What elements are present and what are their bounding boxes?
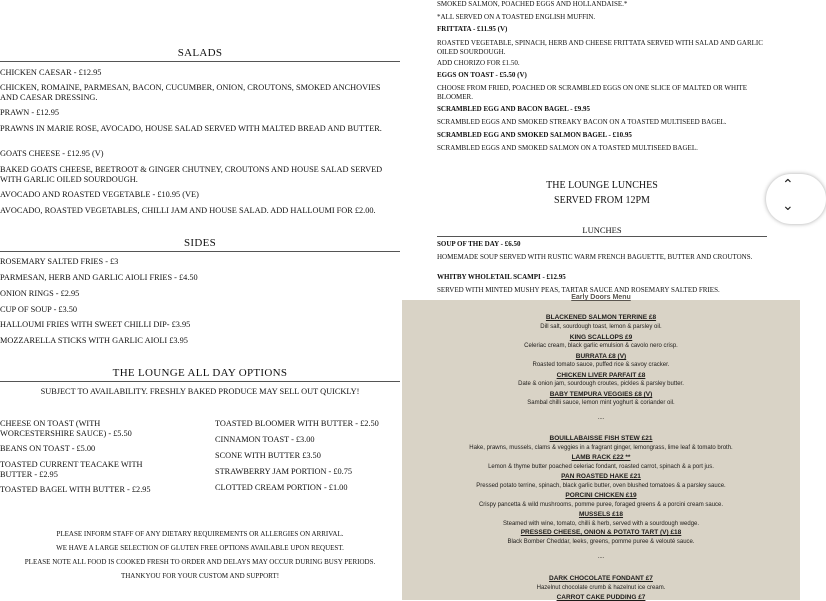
footer-note: PLEASE INFORM STAFF OF ANY DIETARY REQUIREMENTS OR ALLERGIES ON ARRIVAL. bbox=[56, 530, 344, 538]
dessert-title: DARK CHOCOLATE FONDANT £7 bbox=[549, 575, 653, 582]
main-desc: Hake, prawns, mussels, clams & veggies in a fragrant ginger, lemongrass, lime leaf & tomato broth. bbox=[469, 445, 733, 451]
footer-note: THANKYOU FOR YOUR CUSTOM AND SUPPORT! bbox=[120, 572, 280, 580]
starter-title: KING SCALLOPS £9 bbox=[569, 334, 633, 341]
chevron-up-icon[interactable]: ⌃ bbox=[782, 177, 794, 193]
frittata-title: FRITTATA - £11.95 (V) bbox=[437, 25, 508, 33]
starter-desc: Sambal chilli sauce, lemon mint yoghurt & coriander oil. bbox=[527, 400, 675, 406]
scampi-desc: SERVED WITH MINTED MUSHY PEAS, TARTAR SAUCE AND ROSEMARY SALTED FRIES. bbox=[437, 286, 720, 294]
starter-desc: Roasted tomato sauce, puffed rice & savoy cracker. bbox=[532, 362, 670, 368]
menu-photo bbox=[402, 294, 800, 601]
starter-desc: Celeriac cream, black garlic emulsion & cavolo nero crisp. bbox=[524, 343, 678, 349]
salmon-bagel-title: SCRAMBLED EGG AND SMOKED SALMON BAGEL - £10.95 bbox=[437, 131, 632, 139]
starter-desc: Dill salt, sourdough toast, lemon & parsley oil. bbox=[540, 324, 662, 330]
lunches-rule bbox=[437, 236, 767, 237]
side-item: MOZZARELLA STICKS WITH GARLIC AIOLI £3.95 bbox=[0, 336, 188, 345]
salads-rule bbox=[0, 61, 400, 62]
side-item: ONION RINGS - £2.95 bbox=[0, 289, 80, 298]
main-title: PRESSED CHEESE, ONION & POTATO TART (V) £18 bbox=[520, 529, 682, 536]
all-day-item: TOASTED CURRENT TEACAKE WITH BUTTER - £2.95 bbox=[0, 460, 143, 479]
frittata-add: ADD CHORIZO FOR £1.50. bbox=[437, 59, 520, 67]
chevron-down-icon[interactable]: ⌄ bbox=[782, 198, 794, 214]
side-item: PARMESAN, HERB AND GARLIC AIOLI FRIES - £4.50 bbox=[0, 273, 198, 282]
salad-desc: CHICKEN, ROMAINE, PARMESAN, BACON, CUCUMBER, ONION, CROUTONS, SMOKED ANCHOVIES AND CAESAR DRESSING. bbox=[0, 83, 381, 102]
lunches-heading-line2: SERVED FROM 12PM bbox=[554, 195, 650, 206]
photo-heading: Early Doors Menu bbox=[571, 294, 631, 301]
scampi-title: WHITBY WHOLETAIL SCAMPI - £12.95 bbox=[437, 273, 566, 281]
frittata-desc: ROASTED VEGETABLE, SPINACH, HERB AND CHEESE FRITTATA SERVED WITH SALAD AND GARLIC OILED SOURDOUGH. bbox=[437, 39, 763, 56]
all-day-rule bbox=[0, 381, 400, 382]
section-separator: .... bbox=[597, 554, 605, 560]
lunches-subheading: LUNCHES bbox=[582, 225, 622, 235]
all-day-item: CINNAMON TOAST - £3.00 bbox=[215, 435, 315, 444]
starter-desc: Date & onion jam, sourdough croutes, pickles & parsley butter. bbox=[518, 381, 684, 387]
right-menu-page bbox=[402, 0, 800, 300]
main-title: MUSSELS £18 bbox=[578, 511, 624, 518]
main-desc: Crispy pancetta & wild mushrooms, pomme puree, foraged greens & a porcini cream sauce. bbox=[478, 502, 724, 508]
main-desc: Pressed potato terrine, spinach, black garlic butter, oven blushed tomatoes & a parsley sauce. bbox=[476, 483, 726, 489]
page-scroll-control[interactable] bbox=[766, 174, 826, 224]
footer-note: WE HAVE A LARGE SELECTION OF GLUTEN FREE OPTIONS AVAILABLE UPON REQUEST. bbox=[56, 544, 344, 552]
dessert-desc: Hazelnut chocolate crumb & hazelnut ice cream. bbox=[536, 585, 666, 591]
salad-title: CHICKEN CAESAR - £12.95 bbox=[0, 68, 102, 77]
all-day-item: SCONE WITH BUTTER £3.50 bbox=[215, 451, 321, 460]
all-day-heading: THE LOUNGE ALL DAY OPTIONS bbox=[112, 367, 288, 379]
bacon-bagel-title: SCRAMBLED EGG AND BACON BAGEL - £9.95 bbox=[437, 105, 591, 113]
main-desc: Lemon & thyme butter poached celeriac fondant, roasted carrot, spinach & a port jus. bbox=[488, 464, 714, 470]
all-day-item: TOASTED BAGEL WITH BUTTER - £2.95 bbox=[0, 485, 151, 494]
lunches-heading-line1: THE LOUNGE LUNCHES bbox=[546, 180, 658, 191]
all-day-subtitle: SUBJECT TO AVAILABILITY. FRESHLY BAKED PRODUCE MAY SELL OUT QUICKLY! bbox=[40, 387, 360, 396]
footer-note: PLEASE NOTE ALL FOOD IS COOKED FRESH TO ORDER AND DELAYS MAY OCCUR DURING BUSY PERIODS. bbox=[24, 558, 376, 566]
salmon-bagel-desc: SCRAMBLED EGGS AND SMOKED SALMON ON A TOASTED MULTISEED BAGEL. bbox=[437, 144, 698, 152]
main-desc: Steamed with wine, tomato, chilli & herb, served with a sourdough wedge. bbox=[502, 521, 700, 527]
side-item: HALLOUMI FRIES WITH SWEET CHILLI DIP- £3.95 bbox=[0, 320, 191, 329]
all-day-item: CHEESE ON TOAST (WITH WORCESTERSHIRE SAUCE) - £5.50 bbox=[0, 419, 132, 438]
dessert-title: CARROT CAKE PUDDING £7 bbox=[556, 594, 646, 601]
side-item: ROSEMARY SALTED FRIES - £3 bbox=[0, 257, 119, 266]
sides-rule bbox=[0, 251, 400, 252]
bacon-bagel-desc: SCRAMBLED EGGS AND SMOKED STREAKY BACON ON A TOASTED MULTISEED BAGEL. bbox=[437, 118, 727, 126]
salad-desc: PRAWNS IN MARIE ROSE, AVOCADO, HOUSE SALAD SERVED WITH MALTED BREAD AND BUTTER. bbox=[0, 124, 382, 133]
eggs-title: EGGS ON TOAST - £5.50 (V) bbox=[437, 71, 527, 79]
section-separator: .... bbox=[597, 415, 605, 421]
salad-desc: BAKED GOATS CHEESE, BEETROOT & GINGER CHUTNEY, CROUTONS AND HOUSE SALAD SERVED WITH GARLIC OILED SOURDOUGH. bbox=[0, 165, 383, 184]
starter-title: BABY TEMPURA VEGGIES £8 (V) bbox=[549, 391, 653, 398]
salad-desc: AVOCADO, ROASTED VEGETABLES, CHILLI JAM AND HOUSE SALAD. ADD HALLOUMI FOR £2.00. bbox=[0, 206, 376, 215]
salads-heading: SALADS bbox=[177, 47, 223, 59]
salad-title: PRAWN - £12.95 bbox=[0, 108, 60, 117]
main-desc: Black Bomber Cheddar, leeks, greens, pomme puree & velouté sauce. bbox=[507, 539, 695, 545]
main-title: LAMB RACK £22 ** bbox=[571, 454, 631, 461]
starter-title: CHICKEN LIVER PARFAIT £8 bbox=[556, 372, 646, 379]
all-day-item: STRAWBERRY JAM PORTION - £0.75 bbox=[215, 467, 353, 476]
all-day-item: TOASTED BLOOMER WITH BUTTER - £2.50 bbox=[215, 419, 379, 428]
salad-title: AVOCADO AND ROASTED VEGETABLE - £10.95 (VE) bbox=[0, 190, 199, 199]
side-item: CUP OF SOUP - £3.50 bbox=[0, 305, 78, 314]
soup-title: SOUP OF THE DAY - £6.50 bbox=[437, 240, 521, 248]
soup-desc: HOMEMADE SOUP SERVED WITH RUSTIC WARM FRENCH BAGUETTE, BUTTER AND CROUTONS. bbox=[437, 253, 753, 261]
all-day-item: BEANS ON TOAST - £5.00 bbox=[0, 444, 96, 453]
main-title: PAN ROASTED HAKE £21 bbox=[561, 473, 641, 480]
main-title: BOUILLABAISSE FISH STEW £21 bbox=[549, 435, 653, 442]
starter-title: BURRATA £8 (V) bbox=[575, 353, 627, 360]
menu-line: *ALL SERVED ON A TOASTED ENGLISH MUFFIN. bbox=[437, 13, 596, 21]
all-day-item: CLOTTED CREAM PORTION - £1.00 bbox=[215, 483, 348, 492]
left-menu-page bbox=[0, 0, 402, 600]
starter-title: BLACKENED SALMON TERRINE £8 bbox=[545, 314, 657, 321]
eggs-desc: CHOOSE FROM FRIED, POACHED OR SCRAMBLED EGGS ON ONE SLICE OF MALTED OR WHITE BLOOMER. bbox=[437, 84, 747, 101]
sides-heading: SIDES bbox=[183, 237, 217, 249]
main-title: PORCINI CHICKEN £19 bbox=[565, 492, 637, 499]
menu-line: SMOKED SALMON, POACHED EGGS AND HOLLANDAISE.* bbox=[437, 0, 628, 8]
salad-title: GOATS CHEESE - £12.95 (V) bbox=[0, 149, 104, 158]
